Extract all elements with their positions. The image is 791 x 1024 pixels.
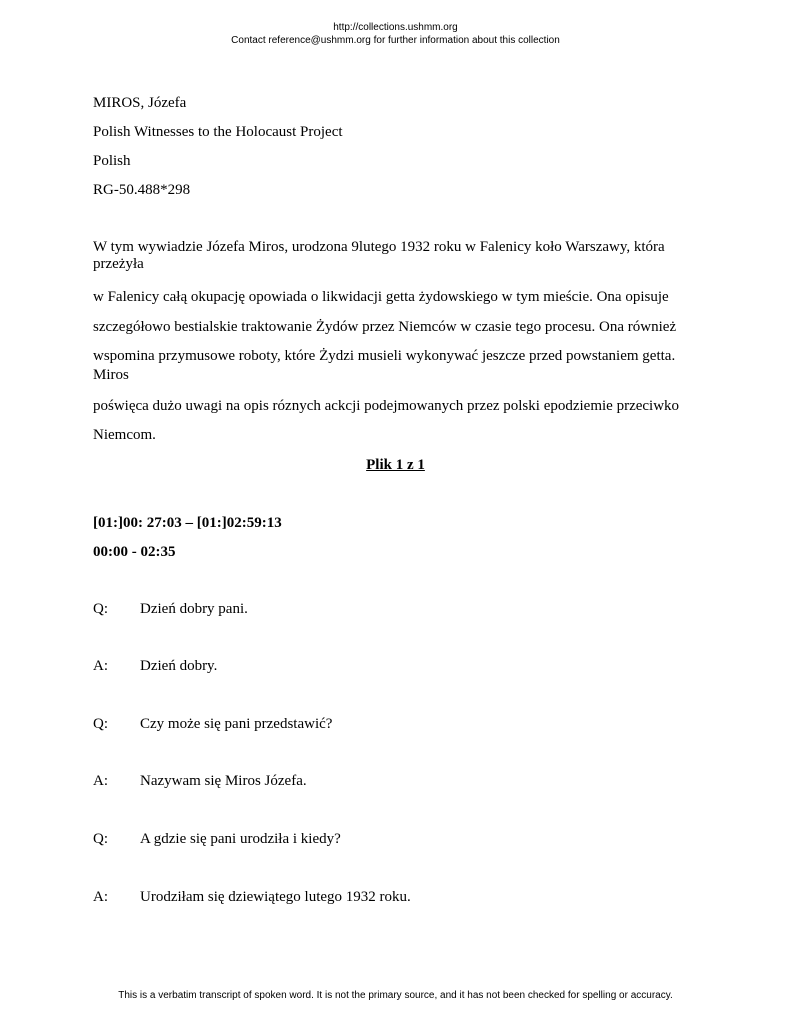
interviewee-name: MIROS, Józefa xyxy=(93,95,187,111)
language: Polish xyxy=(93,153,131,169)
summary-line: w Falenicy całą okupację opowiada o likwidacji getta żydowskiego w tym mieście. Ona opisuje xyxy=(93,289,669,305)
footer-disclaimer: This is a verbatim transcript of spoken word. It is not the primary source, and it has not been checked for spelling or accuracy. xyxy=(118,990,673,1001)
utterance: Urodziłam się dziewiątego lutego 1932 roku. xyxy=(140,889,411,905)
timecode-segment: 00:00 - 02:35 xyxy=(93,544,176,560)
utterance: Czy może się pani przedstawić? xyxy=(140,716,333,732)
record-group: RG-50.488*298 xyxy=(93,182,191,198)
timecode-range: [01:]00: 27:03 – [01:]02:59:13 xyxy=(93,515,282,531)
summary-line: Miros xyxy=(93,367,129,383)
speaker-label: A: xyxy=(93,889,108,905)
utterance: Dzień dobry pani. xyxy=(140,601,248,617)
file-label: Plik 1 z 1 xyxy=(366,457,425,473)
header-url: http://collections.ushmm.org xyxy=(333,22,458,33)
summary-line: poświęca dużo uwagi na opis róznych ackcji podejmowanych przez polski epodziemie przeciwko xyxy=(93,398,680,414)
speaker-label: Q: xyxy=(93,601,108,617)
summary-line: szczegółowo bestialskie traktowanie Żydów przez Niemców w czasie tego procesu. Ona również xyxy=(93,319,677,335)
speaker-label: A: xyxy=(93,773,108,789)
speaker-label: Q: xyxy=(93,716,108,732)
summary-line: przeżyła xyxy=(93,256,144,272)
summary-line: W tym wywiadzie Józefa Miros, urodzona 9lutego 1932 roku w Falenicy koło Warszawy, która xyxy=(93,239,665,255)
utterance: A gdzie się pani urodziła i kiedy? xyxy=(140,831,341,847)
speaker-label: Q: xyxy=(93,831,108,847)
summary-line: wspomina przymusowe roboty, które Żydzi musieli wykonywać jeszcze przed powstaniem getta. xyxy=(93,348,676,364)
project-title: Polish Witnesses to the Holocaust Project xyxy=(93,124,343,140)
summary-line: Niemcom. xyxy=(93,427,156,443)
utterance: Nazywam się Miros Józefa. xyxy=(140,773,307,789)
speaker-label: A: xyxy=(93,658,108,674)
utterance: Dzień dobry. xyxy=(140,658,218,674)
header-contact: Contact reference@ushmm.org for further information about this collection xyxy=(231,35,560,46)
